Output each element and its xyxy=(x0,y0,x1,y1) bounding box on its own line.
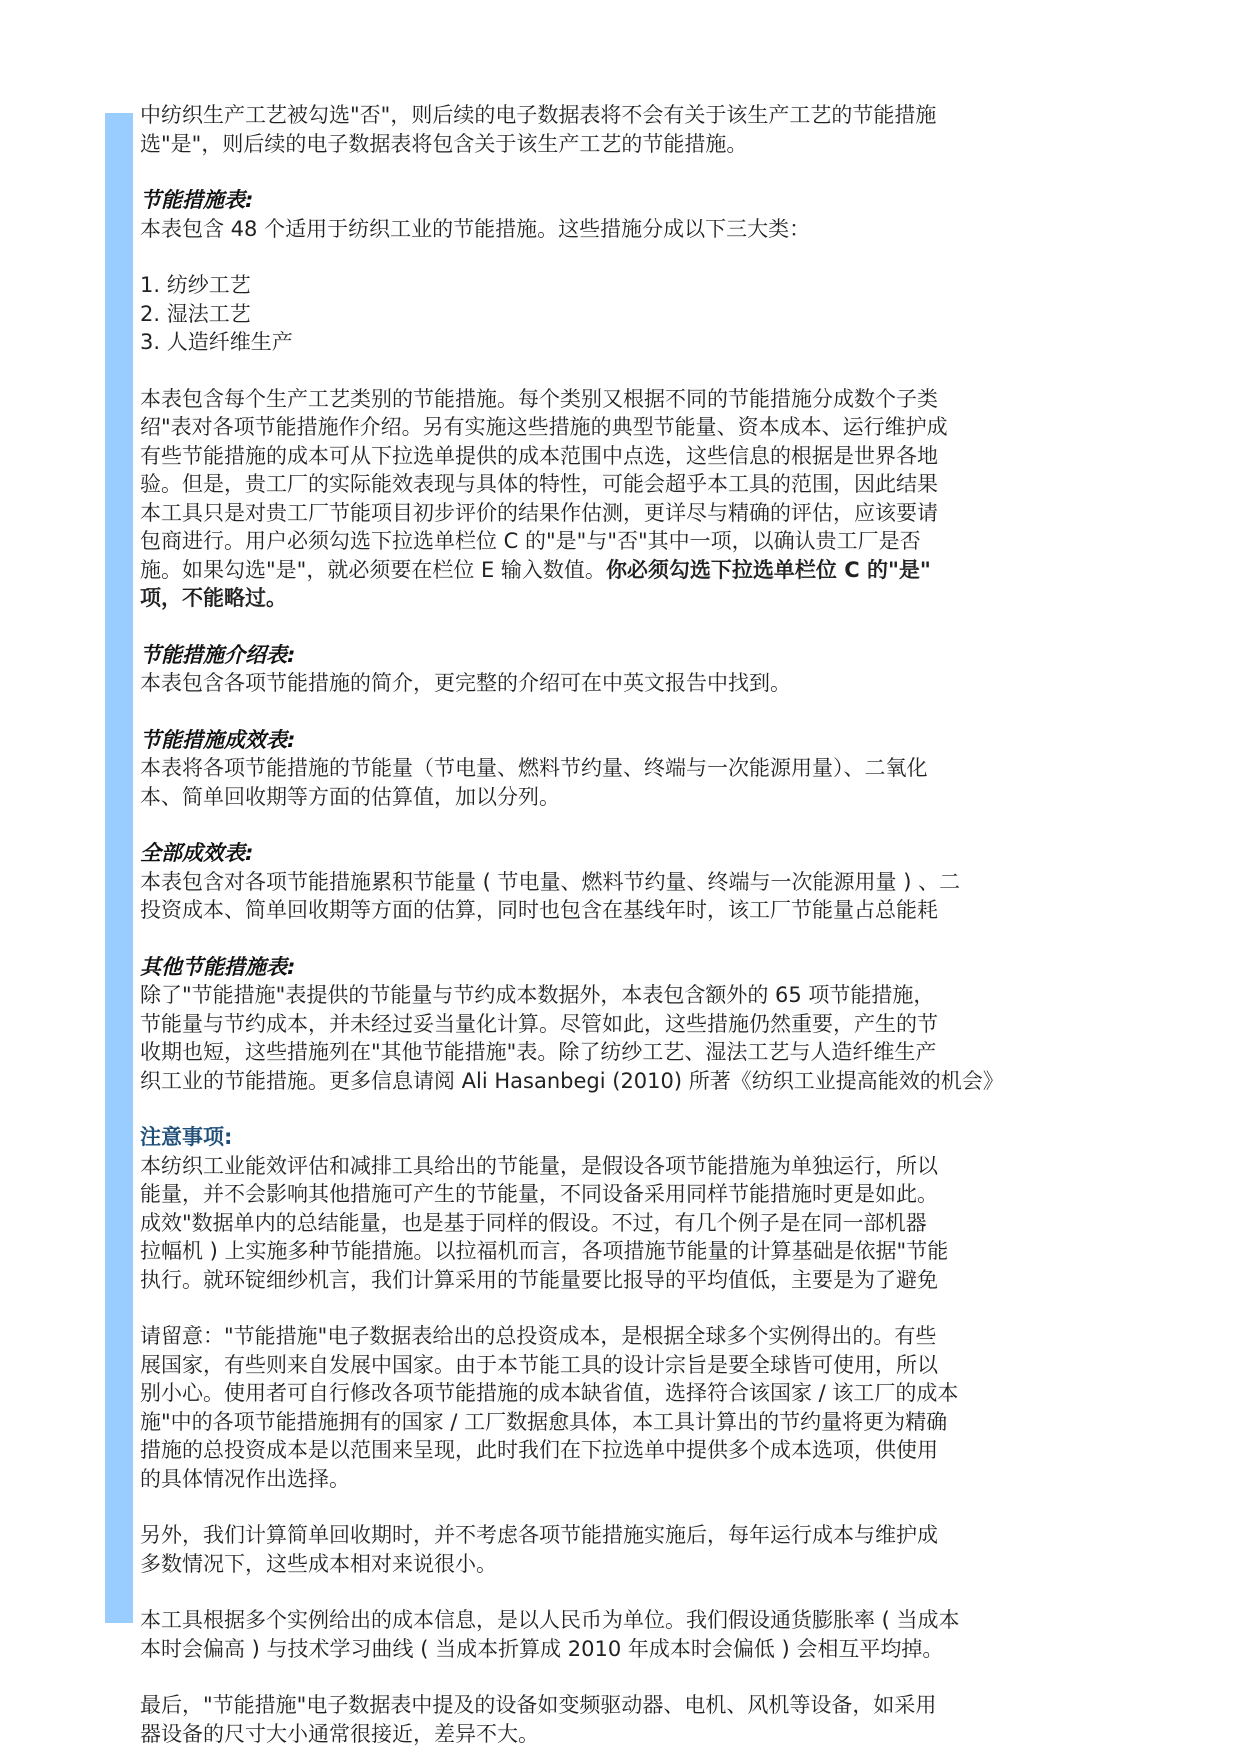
other-line: 节能量与节约成本，并未经过妥当量化计算。尽管如此，这些措施仍然重要，产生的节 xyxy=(140,1011,938,1036)
notes-line: 本工具根据多个实例给出的成本信息，是以人民币为单位。我们假设通货膨胀率 ( 当成本 xyxy=(140,1608,960,1632)
other-heading: 其他节能措施表: xyxy=(140,954,296,979)
intro-line: 中纺织生产工艺被勾选"否"，则后续的电子数据表将不会有关于该生产工艺的节能措施 xyxy=(140,103,937,127)
measures-para-line: 包商进行。用户必须勾选下拉选单栏位 C 的"是"与"否"其中一项，以确认贵工厂是否 xyxy=(140,529,921,553)
notes-line: 展国家，有些则来自发展中国家。由于本节能工具的设计宗旨是要全球皆可使用，所以 xyxy=(140,1352,938,1377)
measures-para-line: 有些节能措施的成本可从下拉选单提供的成本范围中点选，这些信息的根据是世界各地 xyxy=(140,443,938,468)
measures-para-line: 本表包含每个生产工艺类别的节能措施。每个类别又根据不同的节能措施分成数个子类 xyxy=(140,386,938,411)
notes-heading: 注意事项: xyxy=(140,1125,233,1149)
notes-line: 成效"数据单内的总结能量，也是基于同样的假设。不过，有几个例子是在同一部机器 xyxy=(140,1210,927,1235)
notes-line: 能量，并不会影响其他措施可产生的节能量，不同设备采用同样节能措施时更是如此。 xyxy=(140,1182,938,1206)
notes-line: 别小心。使用者可自行修改各项节能措施的成本缺省值，选择符合该国家 / 该工厂的成本 xyxy=(140,1381,959,1405)
measures-para-text: 施。如果勾选"是"，就必须要在栏位 E 输入数值。 xyxy=(140,557,606,582)
notes-line: 施"中的各项节能措施拥有的国家 / 工厂数据愈具体，本工具计算出的节约量将更为精确 xyxy=(140,1409,948,1434)
list-item: 1. 纺纱工艺 xyxy=(140,273,251,297)
notes-line: 执行。就环锭细纱机言，我们计算采用的节能量要比报导的平均值低，主要是为了避免 xyxy=(140,1267,938,1292)
measures-para-bold-line: 项，不能略过。 xyxy=(140,586,287,610)
results-heading: 节能措施成效表: xyxy=(140,727,296,752)
notes-line: 另外，我们计算简单回收期时，并不考虑各项节能措施实施后，每年运行成本与维护成 xyxy=(140,1523,938,1547)
other-line: 除了"节能措施"表提供的节能量与节约成本数据外，本表包含额外的 65 项节能措施， xyxy=(140,983,935,1007)
list-item: 3. 人造纤维生产 xyxy=(140,330,293,354)
measures-para-line: 本工具只是对贵工厂节能项目初步评价的结果作估测，更详尽与精确的评估，应该要请 xyxy=(140,500,938,525)
spreadsheet-cell-area xyxy=(105,103,1101,1746)
notes-line: 的具体情况作出选择。 xyxy=(140,1466,350,1491)
measures-para-bold: 你必须勾选下拉选单栏位 C 的"是" xyxy=(605,557,931,582)
document-text xyxy=(140,101,1140,1748)
notes-line: 措施的总投资成本是以范围来呈现，此时我们在下拉选单中提供多个成本选项，供使用 xyxy=(140,1438,938,1462)
other-line: 收期也短，这些措施列在"其他节能措施"表。除了纺纱工艺、湿法工艺与人造纤维生产 xyxy=(140,1040,937,1064)
measures-para-line: 绍"表对各项节能措施作介绍。另有实施这些措施的典型节能量、资本成本、运行维护成 xyxy=(140,415,948,439)
list-item: 2. 湿法工艺 xyxy=(140,301,251,326)
intro-sheet-heading: 节能措施介绍表: xyxy=(140,642,296,667)
all-results-line: 本表包含对各项节能措施累积节能量 ( 节电量、燃料节约量、终端与一次能源用量 ) 、二 xyxy=(140,869,961,894)
measures-para-line-mixed xyxy=(140,556,1140,585)
measures-heading: 节能措施表: xyxy=(140,188,254,212)
notes-line: 最后，"节能措施"电子数据表中提及的设备如变频驱动器、电机、风机等设备，如采用 xyxy=(140,1693,937,1717)
results-line: 本、简单回收期等方面的估算值，加以分列。 xyxy=(140,784,560,809)
notes-line: 请留意："节能措施"电子数据表给出的总投资成本，是根据全球多个实例得出的。有些 xyxy=(140,1324,937,1348)
other-line: 织工业的节能措施。更多信息请阅 Ali Hasanbegi (2010) 所著《纺织工业提高能效的机会》 xyxy=(140,1068,1004,1093)
all-results-line: 投资成本、简单回收期等方面的估算，同时也包含在基线年时，该工厂节能量占总能耗 xyxy=(140,898,938,922)
notes-line: 多数情况下，这些成本相对来说很小。 xyxy=(140,1551,497,1576)
notes-line: 器设备的尺寸大小通常很接近，差异不大。 xyxy=(140,1721,539,1746)
results-line: 本表将各项节能措施的节能量（节电量、燃料节约量、终端与一次能源用量）、二氧化 xyxy=(140,756,928,780)
intro-sheet-text: 本表包含各项节能措施的简介，更完整的介绍可在中英文报告中找到。 xyxy=(140,671,791,695)
notes-line: 本纺织工业能效评估和减排工具给出的节能量，是假设各项节能措施为单独运行，所以 xyxy=(140,1153,938,1178)
blue-column-stripe xyxy=(105,113,133,1623)
notes-line: 本时会偏高 ) 与技术学习曲线 ( 当成本折算成 2010 年成本时会偏低 ) 会相互平均掉。 xyxy=(140,1636,944,1661)
measures-para-line: 验。但是，贵工厂的实际能效表现与具体的特性，可能会超乎本工具的范围，因此结果 xyxy=(140,472,938,496)
intro-line: 选"是"，则后续的电子数据表将包含关于该生产工艺的节能措施。 xyxy=(140,131,748,156)
measures-intro: 本表包含 48 个适用于纺织工业的节能措施。这些措施分成以下三大类： xyxy=(140,216,811,241)
all-results-heading: 全部成效表: xyxy=(140,841,254,865)
notes-line: 拉幅机 ) 上实施多种节能措施。以拉福机而言，各项措施节能量的计算基础是依据"节能 xyxy=(140,1239,949,1263)
